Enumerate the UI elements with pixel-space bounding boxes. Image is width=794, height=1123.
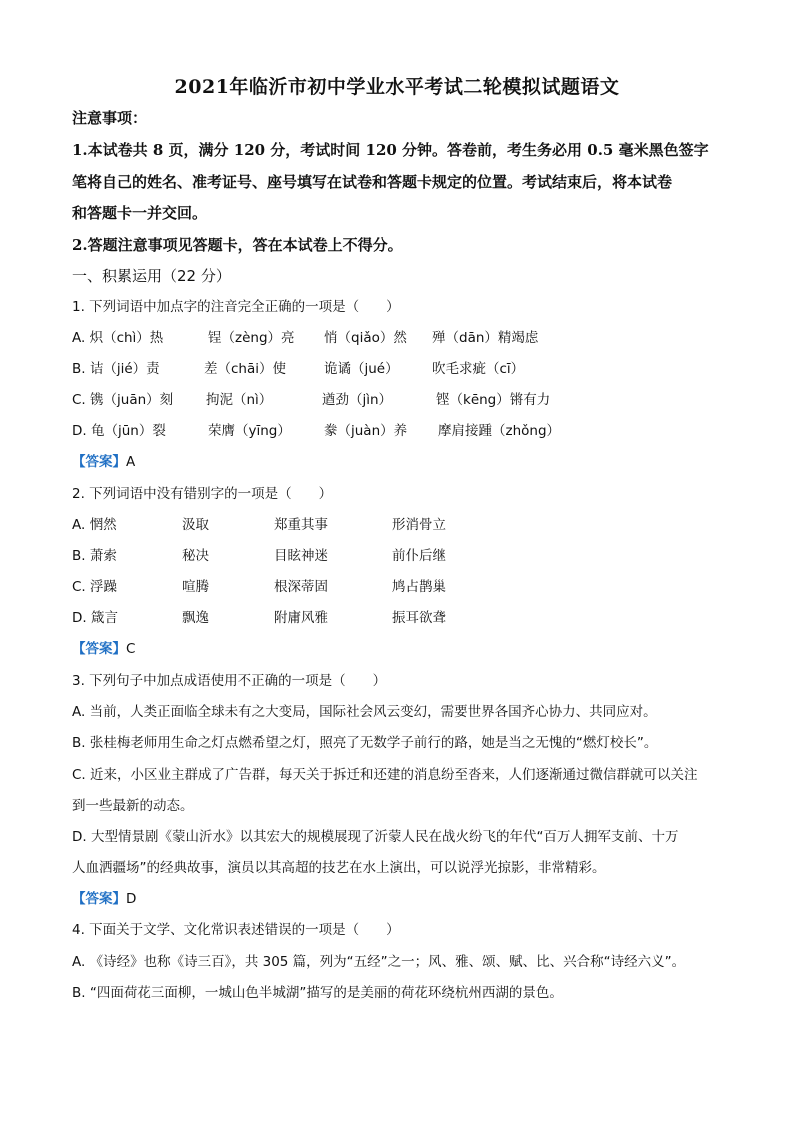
question-line: 人血洒疆场”的经典故事，演员以其高超的技艺在水上演出，可以说浮光掠影，非常精彩。 bbox=[72, 860, 606, 876]
option-item: C. 浮躁 bbox=[72, 579, 118, 595]
question-stem: 2. 下列词语中没有错别字的一项是（ ） bbox=[72, 486, 333, 502]
option-row bbox=[72, 516, 732, 534]
notice-line: 笔将自己的姓名、准考证号、座号填写在试卷和答题卡规定的位置。考试结束后，将本试卷 bbox=[72, 173, 673, 191]
question-line: A. 《诗经》也称《诗三百》，共 305 篇，列为“五经”之一；风、雅、颂、赋、比、兴合称“诗经六义”。 bbox=[72, 954, 686, 970]
page-title: 2021年临沂市初中学业水平考试二轮模拟试题语文 bbox=[174, 76, 620, 98]
question-line: 到一些最新的动态。 bbox=[72, 798, 194, 814]
question-line: C. 近来，小区业主群成了广告群，每天关于拆迁和还建的消息纷至沓来，人们逐渐通过微信群就可以关注 bbox=[72, 767, 698, 783]
option-item: 悄（qiǎo）然 bbox=[324, 330, 407, 346]
option-item: A. 炽（chì）热 bbox=[72, 330, 164, 346]
notice-line: 2.答题注意事项见答题卡，答在本试卷上不得分。 bbox=[72, 236, 403, 254]
option-row bbox=[72, 329, 732, 347]
option-item: 附庸风雅 bbox=[274, 610, 328, 626]
option-item: 锃（zèng）亮 bbox=[208, 330, 295, 346]
option-item: 铿（kēng）锵有力 bbox=[436, 392, 551, 408]
question-line: A. 当前，人类正面临全球未有之大变局，国际社会风云变幻，需要世界各国齐心协力、共同应对。 bbox=[72, 704, 657, 720]
option-row bbox=[72, 360, 732, 378]
option-item: D. 箴言 bbox=[72, 610, 118, 626]
option-item: 飘逸 bbox=[182, 610, 209, 626]
answer-tag: 【答案】 bbox=[72, 641, 126, 657]
option-item: 差（chāi）使 bbox=[204, 361, 287, 377]
answer-tag: 【答案】 bbox=[72, 454, 126, 470]
option-row bbox=[72, 609, 732, 627]
option-row bbox=[72, 422, 732, 440]
option-row bbox=[72, 578, 732, 596]
answer-value: C bbox=[126, 641, 136, 657]
option-item: 豢（juàn）养 bbox=[324, 423, 408, 439]
option-item: 摩肩接踵（zhǒng） bbox=[438, 423, 561, 439]
answer-line bbox=[72, 640, 135, 658]
option-item: 目眩神迷 bbox=[274, 548, 328, 564]
answer-line bbox=[72, 890, 136, 908]
option-item: B. 萧索 bbox=[72, 548, 117, 564]
question-line: D. 大型情景剧《蒙山沂水》以其宏大的规模展现了沂蒙人民在战火纷飞的年代“百万人拥军支前、十万 bbox=[72, 829, 679, 845]
notice-line: 1.本试卷共 8 页，满分 120 分，考试时间 120 分钟。答卷前，考生务必用 0.5 毫米黑色签字 bbox=[72, 141, 709, 159]
option-item: A. 惘然 bbox=[72, 517, 117, 533]
option-item: 前仆后继 bbox=[392, 548, 446, 564]
answer-value: D bbox=[126, 891, 137, 907]
option-item: C. 镌（juān）刻 bbox=[72, 392, 174, 408]
answer-value: A bbox=[126, 454, 136, 470]
question-line: B. 张桂梅老师用生命之灯点燃希望之灯，照亮了无数学子前行的路，她是当之无愧的“燃灯校长”。 bbox=[72, 735, 658, 751]
option-item: 诡谲（jué） bbox=[324, 361, 399, 377]
option-item: 喧腾 bbox=[182, 579, 209, 595]
question-stem: 3. 下列句子中加点成语使用不正确的一项是（ ） bbox=[72, 673, 387, 689]
answer-tag: 【答案】 bbox=[72, 891, 126, 907]
option-item: 振耳欲聋 bbox=[392, 610, 446, 626]
option-item: 根深蒂固 bbox=[274, 579, 328, 595]
question-stem: 1. 下列词语中加点字的注音完全正确的一项是（ ） bbox=[72, 299, 400, 315]
option-item: 鸠占鹊巢 bbox=[392, 579, 446, 595]
option-item: 汲取 bbox=[182, 517, 209, 533]
option-item: 拘泥（nì） bbox=[206, 392, 273, 408]
option-item: 殚（dān）精竭虑 bbox=[432, 330, 539, 346]
option-item: 荣膺（yīng） bbox=[208, 423, 291, 439]
answer-line bbox=[72, 453, 135, 471]
option-item: D. 龟（jūn）裂 bbox=[72, 423, 166, 439]
section-heading: 一、积累运用（22 分） bbox=[72, 267, 231, 285]
option-item: 秘决 bbox=[182, 548, 209, 564]
option-item: 形消骨立 bbox=[392, 517, 446, 533]
question-stem: 4. 下面关于文学、文化常识表述错误的一项是（ ） bbox=[72, 922, 400, 938]
option-item: 吹毛求疵（cī） bbox=[432, 361, 525, 377]
notice-line: 和答题卡一并交回。 bbox=[72, 204, 208, 222]
option-item: 遒劲（jìn） bbox=[322, 392, 393, 408]
option-item: 郑重其事 bbox=[274, 517, 328, 533]
question-line: B. “四面荷花三面柳，一城山色半城湖”描写的是美丽的荷花环绕杭州西湖的景色。 bbox=[72, 985, 563, 1001]
notice-heading: 注意事项： bbox=[72, 109, 148, 127]
option-item: B. 诘（jié）责 bbox=[72, 361, 160, 377]
option-row bbox=[72, 547, 732, 565]
option-row bbox=[72, 391, 732, 409]
